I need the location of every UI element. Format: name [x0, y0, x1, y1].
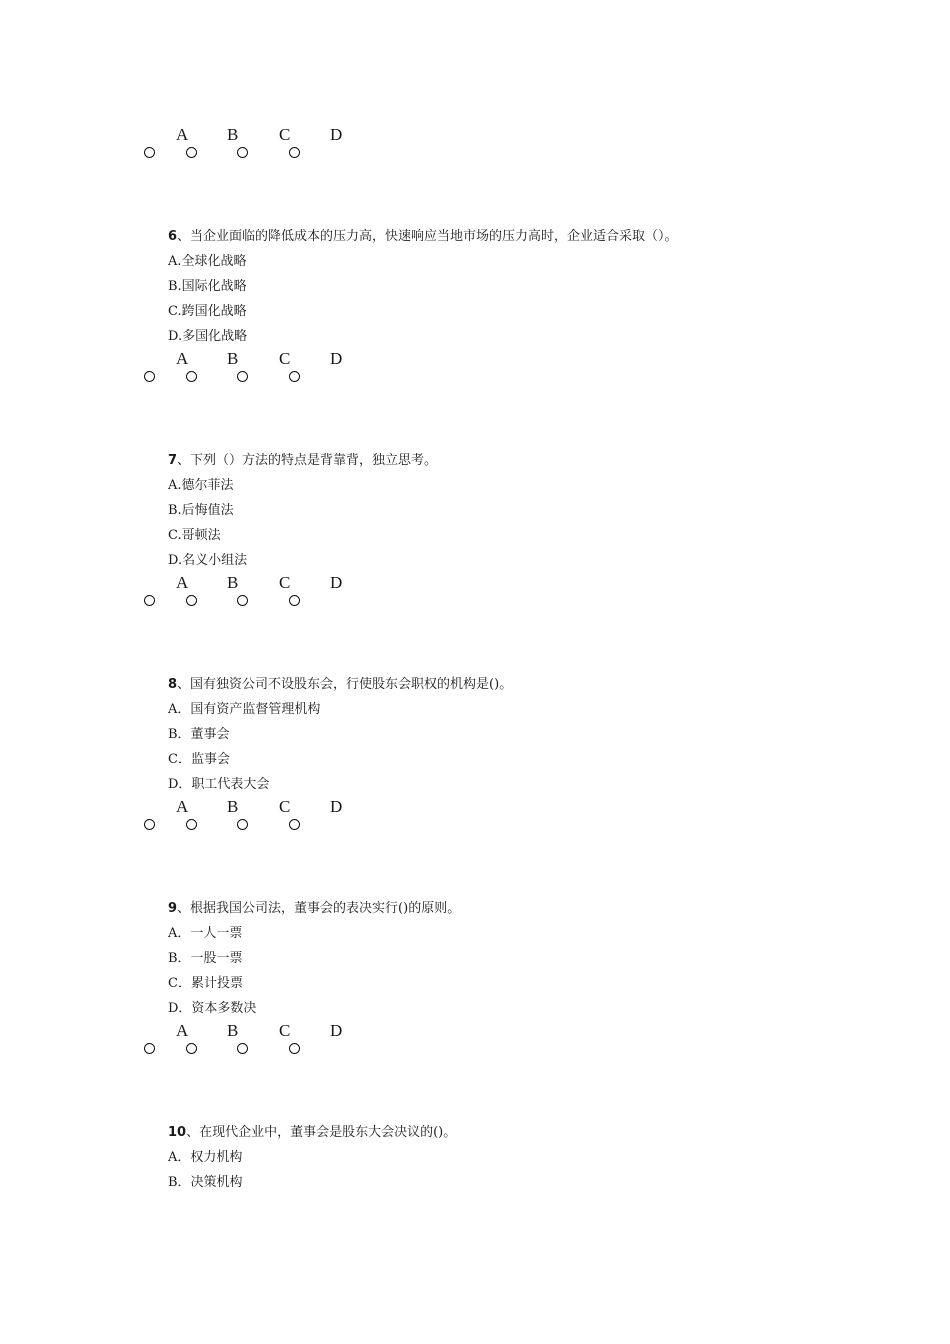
option-c: C.跨国化战略 — [168, 304, 247, 319]
question-title — [168, 1124, 868, 1149]
question-9 — [168, 900, 868, 1025]
radio-c[interactable] — [289, 147, 300, 158]
radio-a[interactable] — [186, 819, 197, 830]
choice-letter-c: C — [279, 573, 291, 592]
radio-unlabeled[interactable] — [144, 371, 155, 382]
radio-a[interactable] — [186, 1043, 197, 1054]
choice-letter-d: D — [330, 573, 343, 592]
choice-letter-d: D — [330, 125, 343, 144]
question-8 — [168, 676, 868, 801]
radio-unlabeled[interactable] — [144, 819, 155, 830]
choice-letter-b: B — [227, 125, 239, 144]
question-title — [168, 452, 868, 477]
radio-a[interactable] — [186, 147, 197, 158]
option-d: D．资本多数决 — [168, 1001, 257, 1016]
radio-unlabeled[interactable] — [144, 595, 155, 606]
radio-b[interactable] — [237, 371, 248, 382]
radio-c[interactable] — [289, 595, 300, 606]
option-d: D.多国化战略 — [168, 329, 248, 344]
choice-letter-c: C — [279, 349, 291, 368]
radio-c[interactable] — [289, 371, 300, 382]
option-c: C．累计投票 — [168, 976, 243, 991]
option-a: A．国有资产监督管理机构 — [168, 702, 321, 717]
radio-a[interactable] — [186, 595, 197, 606]
answer-choices-q6 — [140, 350, 360, 390]
radio-b[interactable] — [237, 595, 248, 606]
option-d: D.名义小组法 — [168, 553, 248, 568]
choice-letter-a: A — [176, 349, 189, 368]
option-c: C．监事会 — [168, 752, 230, 767]
question-number: 6 — [168, 229, 178, 244]
question-title — [168, 228, 868, 253]
option-a: A．一人一票 — [168, 926, 243, 941]
choice-letter-c: C — [279, 797, 291, 816]
choice-letter-a: A — [176, 797, 189, 816]
choice-letter-c: C — [279, 1021, 291, 1040]
option-c: C.哥顿法 — [168, 528, 221, 543]
radio-a[interactable] — [186, 371, 197, 382]
option-b: B．决策机构 — [168, 1175, 243, 1190]
option-b: B.国际化战略 — [168, 279, 247, 294]
choice-letter-c: C — [279, 125, 291, 144]
question-text: 、根据我国公司法，董事会的表决实行()的原则。 — [177, 901, 461, 916]
choice-letter-d: D — [330, 349, 343, 368]
choice-letter-a: A — [176, 573, 189, 592]
option-b: B．一股一票 — [168, 951, 243, 966]
question-text: 、当企业面临的降低成本的压力高，快速响应当地市场的压力高时，企业适合采取（）。 — [177, 229, 678, 244]
radio-c[interactable] — [289, 1043, 300, 1054]
option-b: B．董事会 — [168, 727, 230, 742]
radio-b[interactable] — [237, 147, 248, 158]
question-text: 、下列（）方法的特点是背靠背，独立思考。 — [177, 453, 438, 468]
choice-letter-b: B — [227, 573, 239, 592]
choice-letter-a: A — [176, 125, 189, 144]
choice-letter-b: B — [227, 1021, 239, 1040]
option-a: A．权力机构 — [168, 1150, 243, 1165]
choice-letter-b: B — [227, 349, 239, 368]
answer-choices-q8 — [140, 798, 360, 838]
radio-c[interactable] — [289, 819, 300, 830]
question-number: 10 — [168, 1125, 187, 1140]
radio-unlabeled[interactable] — [144, 1043, 155, 1054]
question-7 — [168, 452, 868, 577]
choice-letter-a: A — [176, 1021, 189, 1040]
radio-b[interactable] — [237, 1043, 248, 1054]
question-number: 8 — [168, 677, 178, 692]
answer-choices-q5 — [140, 126, 360, 166]
question-text: 、国有独资公司不设股东会，行使股东会职权的机构是()。 — [177, 677, 513, 692]
option-d: D．职工代表大会 — [168, 777, 270, 792]
answer-choices-q7 — [140, 574, 360, 614]
choice-letter-d: D — [330, 797, 343, 816]
question-number: 7 — [168, 453, 178, 468]
question-number: 9 — [168, 901, 178, 916]
radio-unlabeled[interactable] — [144, 147, 155, 158]
question-10 — [168, 1124, 868, 1199]
question-title — [168, 900, 868, 925]
question-text: 、在现代企业中，董事会是股东大会决议的()。 — [186, 1125, 457, 1140]
question-6 — [168, 228, 868, 353]
option-b: B.后悔值法 — [168, 503, 234, 518]
radio-b[interactable] — [237, 819, 248, 830]
question-title — [168, 676, 868, 701]
option-a: A.德尔菲法 — [168, 478, 234, 493]
answer-choices-q9 — [140, 1022, 360, 1062]
choice-letter-b: B — [227, 797, 239, 816]
choice-letter-d: D — [330, 1021, 343, 1040]
option-a: A.全球化战略 — [168, 254, 247, 269]
